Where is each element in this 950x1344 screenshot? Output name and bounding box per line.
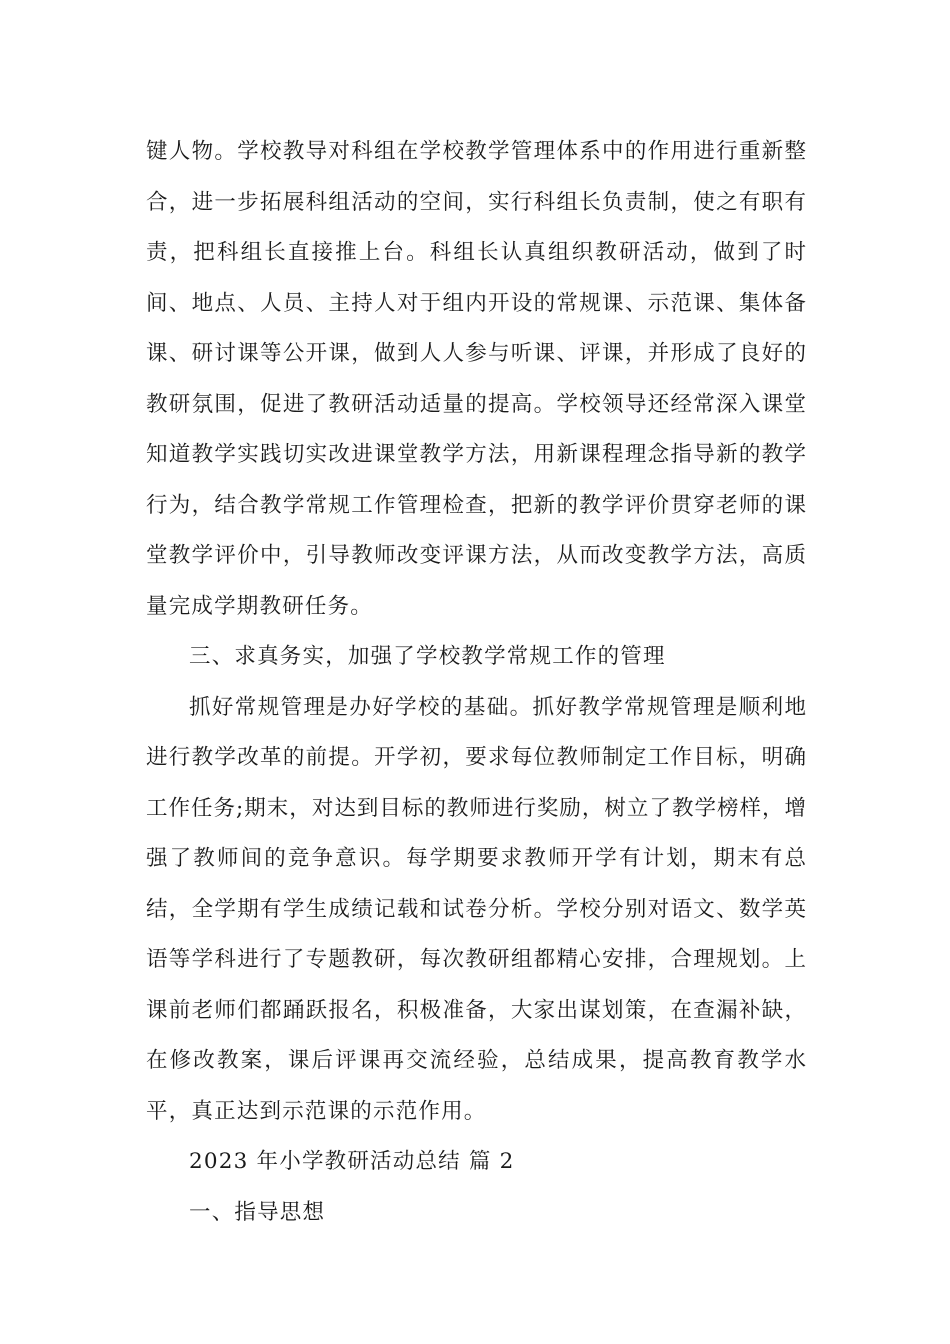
paragraph-line: 合，进一步拓展科组活动的空间，实行科组长负责制，使之有职有 — [146, 189, 806, 215]
paragraph-line: 堂教学评价中，引导教师改变评课方法，从而改变教学方法，高质 — [146, 543, 806, 568]
paragraph-continued — [146, 130, 806, 635]
paragraph-line: 在修改教案，课后评课再交流经验，总结成果，提高教育教学水 — [146, 1048, 806, 1073]
section-heading-1: 一、指导思想 — [189, 1199, 326, 1225]
paragraph-line: 语等学科进行了专题教研，每次教研组都精心安排，合理规划。上 — [146, 947, 806, 972]
paragraph-line: 教研氛围，促进了教研活动适量的提高。学校领导还经常深入课堂 — [146, 391, 806, 417]
paragraph-routine-management — [146, 686, 806, 1141]
section-title: 2023 年小学教研活动总结 篇 2 — [189, 1149, 515, 1174]
paragraph-line: 课前老师们都踊跃报名，积极准备，大家出谋划策，在查漏补缺， — [146, 997, 806, 1023]
section-heading-3: 三、求真务实，加强了学校教学常规工作的管理 — [189, 644, 666, 669]
paragraph-line: 键人物。学校教导对科组在学校教学管理体系中的作用进行重新整 — [146, 139, 806, 164]
paragraph-line: 结，全学期有学生成绩记载和试卷分析。学校分别对语文、数学英 — [146, 896, 806, 922]
paragraph-line: 课、研讨课等公开课，做到人人参与听课、评课，并形成了良好的 — [146, 341, 806, 366]
paragraph-line: 工作任务;期末，对达到目标的教师进行奖励，树立了教学榜样，增 — [146, 795, 806, 821]
paragraph-line: 进行教学改革的前提。开学初，要求每位教师制定工作目标，明确 — [146, 745, 806, 770]
paragraph-line: 行为，结合教学常规工作管理检查，把新的教学评价贯穿老师的课 — [146, 492, 806, 518]
paragraph-line: 知道教学实践切实改进课堂教学方法，用新课程理念指导新的教学 — [146, 442, 806, 467]
document-body — [146, 130, 806, 1241]
paragraph-line: 责，把科组长直接推上台。科组长认真组织教研活动，做到了时 — [146, 240, 806, 265]
paragraph-line: 间、地点、人员、主持人对于组内开设的常规课、示范课、集体备 — [146, 290, 806, 316]
paragraph-line: 量完成学期教研任务。 — [146, 593, 374, 619]
paragraph-line: 平，真正达到示范课的示范作用。 — [146, 1098, 487, 1124]
paragraph-line: 强了教师间的竞争意识。每学期要求教师开学有计划，期末有总 — [146, 846, 806, 871]
paragraph-line: 抓好常规管理是办好学校的基础。抓好教学常规管理是顺利地 — [189, 694, 806, 720]
